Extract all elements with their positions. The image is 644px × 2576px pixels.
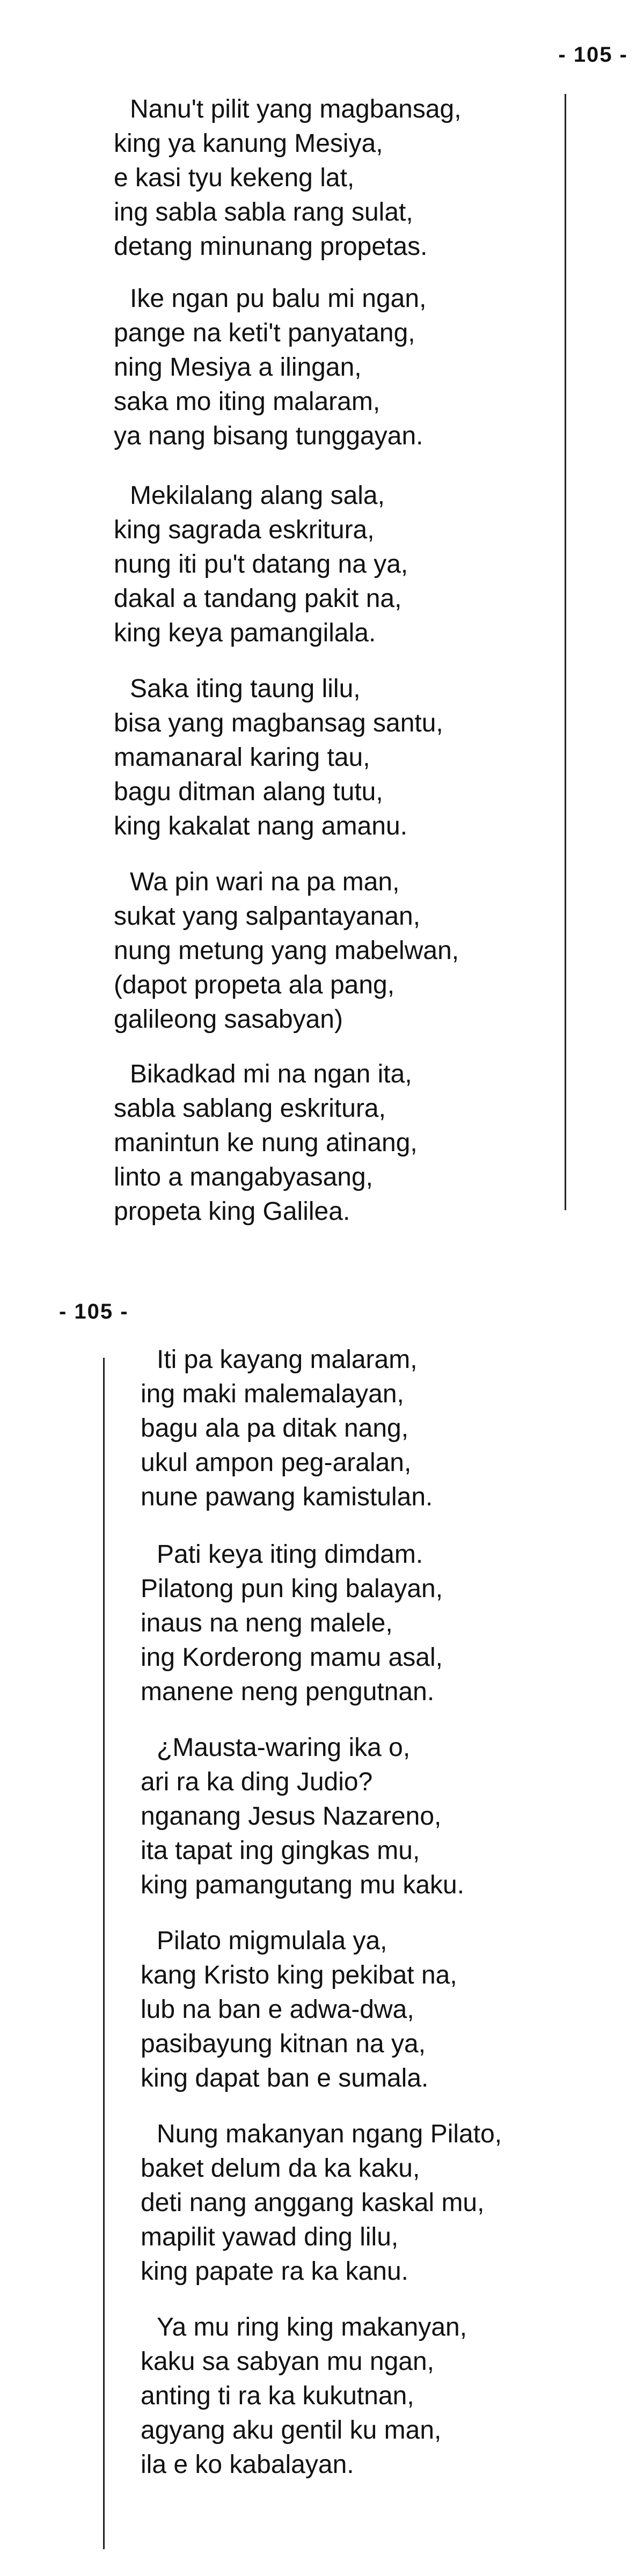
verse-line: sukat yang salpantayanan, [114,902,421,931]
verse-line: Wa pin wari na pa man, [130,868,400,896]
verse-line: Mekilalang alang sala, [130,481,385,510]
stanza [114,672,443,844]
page-bottom [0,1245,644,2576]
verse-line: anting ti ra ka kukutnan, [141,2382,414,2410]
verse-line: bisa yang magbansag santu, [114,709,443,737]
verse-line: nung metung yang mabelwan, [114,936,459,965]
verse-line: pasibayung kitnan na ya, [141,2030,426,2058]
verse-line: Saka iting taung lilu, [130,675,361,703]
verse-line: baket delum da ka kaku, [141,2154,420,2183]
stanza [141,1343,433,1514]
verse-line: Nanu't pilit yang magbansag, [130,95,462,123]
verse-line: propeta king Galilea. [114,1197,350,1226]
stanza [141,1731,464,1902]
verse-line: detang minunang propetas. [114,232,428,261]
verse-line: king dapat ban e sumala. [141,2064,429,2092]
verse-line: nune pawang kamistulan. [141,1483,433,1511]
stanza [114,92,462,264]
verse-line: e kasi tyu kekeng lat, [114,164,355,192]
verse-line: kang Kristo king pekibat na, [141,1961,457,1989]
verse-line: inaus na neng malele, [141,1609,393,1637]
verse-line: galileong sasabyan) [114,1005,343,1034]
verse-line: ning Mesiya a ilingan, [114,353,362,382]
verse-line: bagu ala pa ditak nang, [141,1414,409,1443]
verse-line: linto a mangabyasang, [114,1163,373,1191]
verse-line: ¿Mausta-waring ika o, [157,1733,411,1762]
stanza [141,2310,467,2482]
verse-line: king kakalat nang amanu. [114,812,408,840]
verse-line: ila e ko kabalayan. [141,2450,354,2479]
stanza [114,1057,418,1229]
verse-line: mapilit yawad ding lilu, [141,2223,399,2251]
verse-line: pange na keti't panyatang, [114,319,415,347]
margin-rule [103,1358,105,2549]
verse-line: Iti pa kayang malaram, [157,1345,418,1374]
verse-line: sabla sablang eskritura, [114,1094,386,1123]
page-number: - 105 - [59,1300,129,1323]
verse-line: bagu ditman alang tutu, [114,778,383,806]
verse-line: Nung makanyan ngang Pilato, [157,2120,502,2148]
stanza [141,1924,457,2096]
verse-line: Pati keya iting dimdam. [157,1540,423,1569]
verse-line: ita tapat ing gingkas mu, [141,1836,420,1865]
verse-line: king sagrada eskritura, [114,516,375,544]
verse-line: ari ra ka ding Judio? [141,1768,373,1796]
verse-line: (dapot propeta ala pang, [114,971,395,999]
verse-line: saka mo iting malaram, [114,387,380,416]
verse-line: ing maki malemalayan, [141,1380,404,1408]
verse-line: ing sabla sabla rang sulat, [114,198,413,226]
verse-line: king ya kanung Mesiya, [114,129,383,158]
verse-line: nung iti pu't datang na ya, [114,550,408,579]
stanza [141,2117,502,2289]
verse-line: dakal a tandang pakit na, [114,584,402,613]
page-number: - 105 - [558,43,628,67]
verse-line: ing Korderong mamu asal, [141,1643,443,1672]
verse-line: manene neng pengutnan. [141,1678,435,1706]
verse-line: king pamangutang mu kaku. [141,1871,465,1899]
verse-line: agyang aku gentil ku man, [141,2416,442,2445]
stanza [114,865,459,1037]
verse-line: kaku sa sabyan mu ngan, [141,2347,435,2376]
verse-line: Bikadkad mi na ngan ita, [130,1060,412,1088]
stanza [114,479,408,650]
page-top [0,0,644,1245]
verse-line: Pilato migmulala ya, [157,1927,387,1955]
verse-line: Ike ngan pu balu mi ngan, [130,284,427,313]
verse-line: ukul ampon peg-aralan, [141,1448,412,1477]
verse-line: Pilatong pun king balayan, [141,1575,443,1603]
verse-line: nganang Jesus Nazareno, [141,1802,442,1831]
verse-line: king papate ra ka kanu. [141,2257,409,2286]
verse-line: lub na ban e adwa-dwa, [141,1995,414,2024]
verse-line: manintun ke nung atinang, [114,1129,418,1157]
verse-line: king keya pamangilala. [114,619,376,647]
verse-line: deti nang anggang kaskal mu, [141,2189,485,2217]
verse-line: Ya mu ring king makanyan, [157,2313,467,2341]
verse-line: ya nang bisang tunggayan. [114,422,423,450]
stanza [114,282,426,453]
verse-line: mamanaral karing tau, [114,743,370,772]
stanza [141,1538,443,1709]
margin-rule [565,94,566,1210]
